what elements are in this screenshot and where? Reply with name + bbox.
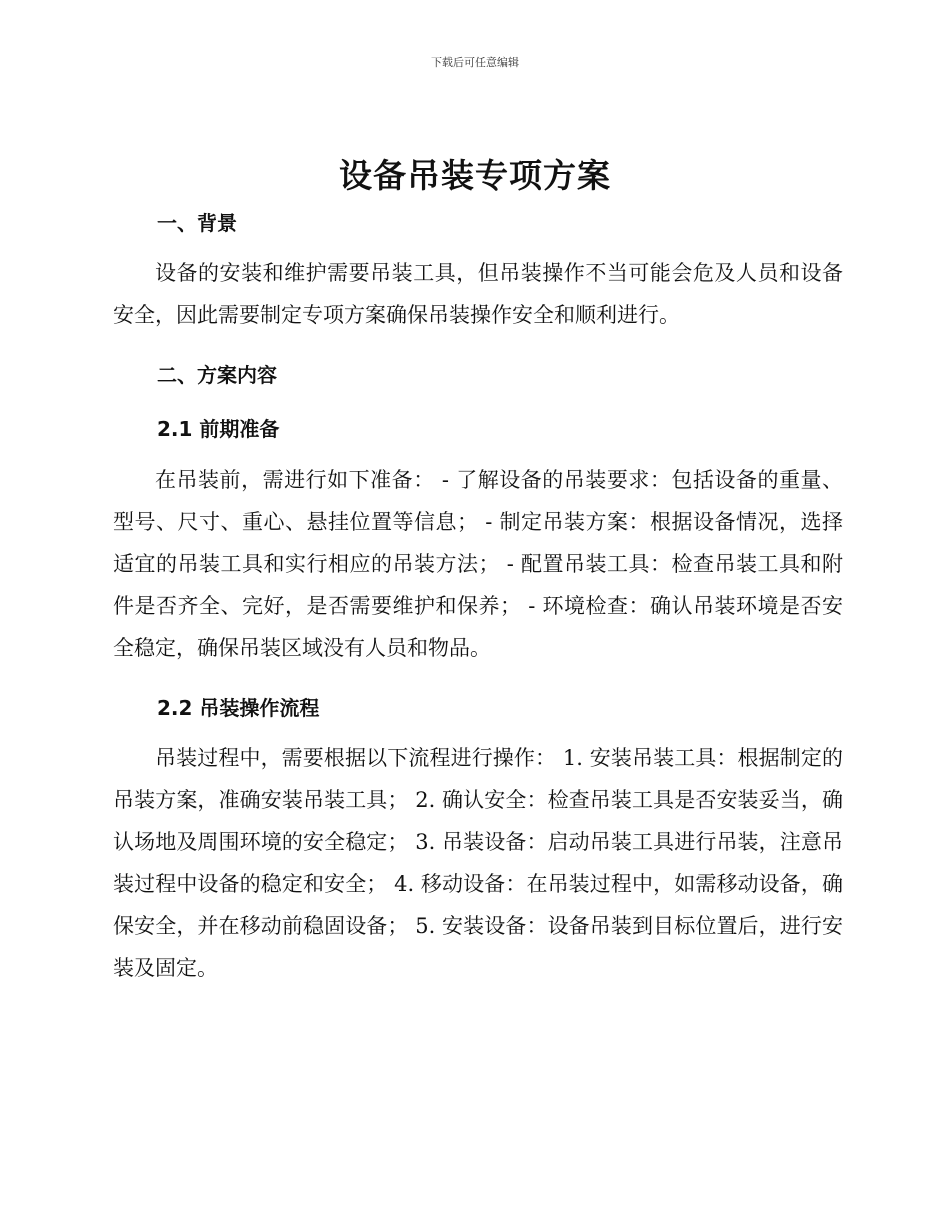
- subsection-heading-lifting-procedure: 2.2 吊装操作流程: [157, 696, 320, 720]
- section-heading-plan-content: 二、方案内容: [157, 363, 277, 387]
- preparation-paragraph: 在吊装前，需进行如下准备： - 了解设备的吊装要求：包括设备的重量、型号、尺寸、重心、悬挂位置等信息； - 制定吊装方案：根据设备情况，选择适宜的吊装工具和实行相应的吊装方法； - 配置吊装工具：检查吊装工具和附件是否齐全、完好，是否需要维护和保养； - 环境检查：确认吊装环境是否安全稳定，确保吊装区域没有人员和物品。: [113, 468, 843, 660]
- document-title: 设备吊装专项方案: [339, 156, 611, 195]
- subsection-heading-preparation: 2.1 前期准备: [157, 417, 280, 441]
- lifting-procedure-paragraph: 吊装过程中，需要根据以下流程进行操作： 1. 安装吊装工具：根据制定的吊装方案，准确安装吊装工具； 2. 确认安全：检查吊装工具是否安装妥当，确认场地及周围环境的安全稳定； 3. 吊装设备：启动吊装工具进行吊装，注意吊装过程中设备的稳定和安全； 4. 移动设备：在吊装过程中，如需移动设备，确保安全，并在移动前稳固设备； 5. 安装设备：设备吊装到目标位置后，进行安装及固定。: [113, 746, 843, 980]
- page-header-note: 下载后可任意编辑: [431, 56, 519, 69]
- section-heading-background: 一、背景: [157, 211, 237, 235]
- background-paragraph: 设备的安装和维护需要吊装工具，但吊装操作不当可能会危及人员和设备安全，因此需要制定专项方案确保吊装操作安全和顺利进行。: [113, 261, 843, 327]
